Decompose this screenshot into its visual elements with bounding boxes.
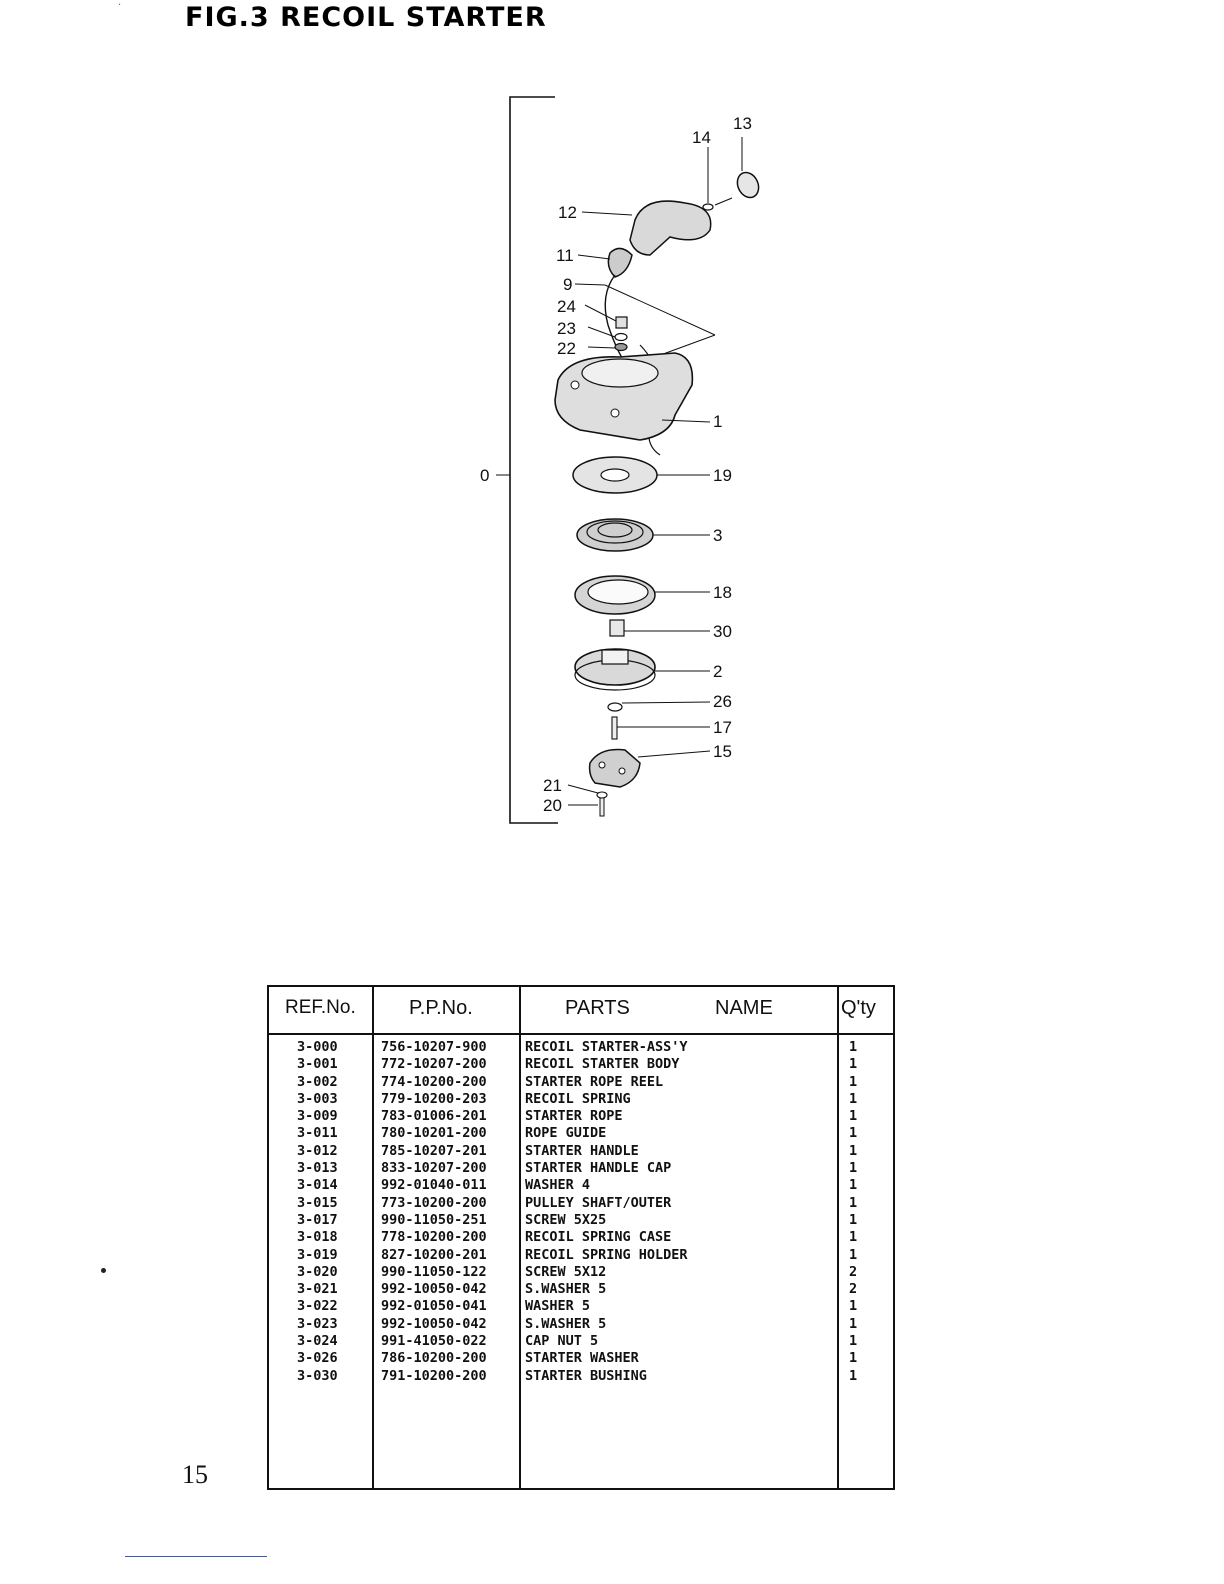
washer-4 [703, 204, 713, 210]
ref-cell: 3-000 [297, 1039, 338, 1055]
callout-19: 19 [713, 466, 732, 485]
qty-cell: 1 [849, 1315, 858, 1332]
table-row [269, 1247, 893, 1264]
pp-no-cell: 791-10200-200 [381, 1367, 487, 1384]
part-name-cell: RECOIL SPRING CASE [525, 1229, 672, 1246]
leader-26 [622, 702, 710, 703]
pp-no-cell: 773-10200-200 [381, 1194, 487, 1211]
part-name-cell: SCREW 5X12 [525, 1263, 607, 1280]
part-name-cell: CAP NUT 5 [525, 1333, 599, 1350]
qty-cell: 1 [849, 1367, 858, 1384]
s-washer [615, 334, 627, 341]
ref-cell: 3-015 [297, 1194, 338, 1211]
handle-cap [733, 169, 762, 201]
part-name-cell: S.WASHER 5 [525, 1281, 607, 1298]
qty-cell: 1 [849, 1246, 858, 1263]
table-row [269, 1125, 893, 1142]
table-row [269, 1108, 893, 1125]
ref-cell: 3-003 [297, 1090, 338, 1107]
part-name-cell: RECOIL STARTER BODY [525, 1056, 680, 1073]
pp-no-cell: 992-10050-042 [381, 1315, 487, 1332]
ref-cell: 3-026 [297, 1350, 338, 1367]
ref-cell: 3-023 [297, 1315, 338, 1332]
pp-no-cell: 756-10207-900 [381, 1039, 487, 1055]
pp-no-cell: 827-10200-201 [381, 1246, 487, 1263]
part-name-cell: RECOIL STARTER-ASS'Y [525, 1039, 688, 1055]
part-name-cell: STARTER HANDLE [525, 1142, 639, 1159]
qty-cell: 1 [849, 1125, 858, 1142]
leader-24 [585, 305, 616, 321]
parts-table [267, 985, 895, 1490]
starter-handle [630, 201, 711, 255]
table-row [269, 1281, 893, 1298]
header-pp-no: P.P.No. [409, 997, 473, 1019]
table-row [269, 1229, 893, 1246]
pp-no-cell: 778-10200-200 [381, 1229, 487, 1246]
ref-cell: 3-018 [297, 1229, 338, 1246]
pp-no-cell: 990-11050-251 [381, 1211, 487, 1228]
ref-cell: 3-021 [297, 1281, 338, 1298]
part-name-cell: ROPE GUIDE [525, 1125, 607, 1142]
callout-1: 1 [713, 412, 723, 431]
header-divider [269, 1033, 893, 1035]
part-name-cell: STARTER HANDLE CAP [525, 1160, 672, 1177]
ref-cell: 3-013 [297, 1160, 338, 1177]
callout-20: 20 [543, 796, 562, 815]
qty-cell: 1 [849, 1211, 858, 1228]
callout-24: 24 [557, 297, 576, 316]
pp-no-cell: 992-01040-011 [381, 1177, 487, 1194]
leader-21 [568, 785, 598, 793]
pp-no-cell: 991-41050-022 [381, 1333, 487, 1350]
part-name-cell: SCREW 5X25 [525, 1211, 607, 1228]
pulley-shaft-outer [590, 750, 640, 787]
ref-cell: 3-022 [297, 1298, 338, 1315]
leader-12 [582, 212, 632, 215]
part-name-cell: WASHER 5 [525, 1298, 591, 1315]
qty-cell: 1 [849, 1108, 858, 1125]
pp-no-cell: 785-10207-201 [381, 1142, 487, 1159]
qty-cell: 1 [849, 1056, 858, 1073]
table-row [269, 1368, 893, 1385]
part-name-cell: STARTER ROPE [525, 1108, 623, 1125]
ref-cell: 3-012 [297, 1142, 338, 1159]
table-row [269, 1074, 893, 1091]
assembly-bracket [510, 97, 558, 823]
header-name: NAME [715, 997, 773, 1019]
pp-no-cell: 992-01050-041 [381, 1298, 487, 1315]
callout-15: 15 [713, 742, 732, 761]
callout-18: 18 [713, 583, 732, 602]
scan-mark: · [118, 0, 122, 11]
part-name-cell: WASHER 4 [525, 1177, 591, 1194]
leader-22 [588, 347, 615, 348]
pp-no-cell: 990-11050-122 [381, 1263, 487, 1280]
ref-cell: 3-030 [297, 1367, 338, 1384]
table-row [269, 1212, 893, 1229]
rope-guide [608, 248, 632, 277]
table-row [269, 1039, 893, 1056]
ref-cell: 3-019 [297, 1246, 338, 1263]
callout-21: 21 [543, 776, 562, 795]
table-row [269, 1091, 893, 1108]
qty-cell: 1 [849, 1298, 858, 1315]
callout-30: 30 [713, 622, 732, 641]
qty-cell: 1 [849, 1090, 858, 1107]
qty-cell: 1 [849, 1142, 858, 1159]
callout-26: 26 [713, 692, 732, 711]
qty-cell: 1 [849, 1229, 858, 1246]
pp-no-cell: 772-10207-200 [381, 1056, 487, 1073]
part-name-cell: STARTER WASHER [525, 1350, 639, 1367]
pp-no-cell: 783-01006-201 [381, 1108, 487, 1125]
table-row [269, 1264, 893, 1281]
callout-3: 3 [713, 526, 723, 545]
qty-cell: 1 [849, 1039, 858, 1055]
pp-no-cell: 833-10207-200 [381, 1160, 487, 1177]
table-row [269, 1160, 893, 1177]
diagram-drawing [470, 95, 800, 835]
table-row [269, 1177, 893, 1194]
table-row [269, 1350, 893, 1367]
pp-no-cell: 774-10200-200 [381, 1073, 487, 1090]
ref-cell: 3-002 [297, 1073, 338, 1090]
callout-2: 2 [713, 662, 723, 681]
table-row [269, 1056, 893, 1073]
starter-washer [608, 703, 622, 711]
qty-cell: 1 [849, 1333, 858, 1350]
screw-5x12 [600, 798, 604, 816]
ref-cell: 3-014 [297, 1177, 338, 1194]
screw-5x25 [612, 717, 617, 739]
part-name-cell: RECOIL SPRING [525, 1090, 631, 1107]
table-body [269, 1039, 893, 1385]
footer-rule [125, 1556, 267, 1557]
pp-no-cell: 992-10050-042 [381, 1281, 487, 1298]
ref-cell: 3-001 [297, 1056, 338, 1073]
callout-23: 23 [557, 319, 576, 338]
qty-cell: 1 [849, 1177, 858, 1194]
callout-12: 12 [558, 203, 577, 222]
callout-22: 22 [557, 339, 576, 358]
spring-washer-5 [597, 792, 607, 798]
qty-cell: 2 [849, 1263, 858, 1280]
ref-cell: 3-020 [297, 1263, 338, 1280]
pp-no-cell: 779-10200-203 [381, 1090, 487, 1107]
table-row [269, 1333, 893, 1350]
callout-14: 14 [692, 128, 711, 147]
callout-9: 9 [563, 275, 573, 294]
ref-cell: 3-017 [297, 1211, 338, 1228]
callout-0: 0 [480, 466, 490, 485]
table-row [269, 1195, 893, 1212]
qty-cell: 1 [849, 1160, 858, 1177]
part-name-cell: RECOIL SPRING HOLDER [525, 1246, 688, 1263]
callout-13: 13 [733, 114, 752, 133]
table-row [269, 1298, 893, 1315]
callout-11: 11 [556, 246, 574, 265]
part-name-cell: S.WASHER 5 [525, 1315, 607, 1332]
figure-title: FIG.3 RECOIL STARTER [185, 2, 547, 33]
header-ref-no: REF.No. [285, 997, 356, 1018]
ref-cell: 3-024 [297, 1333, 338, 1350]
starter-bushing [610, 620, 624, 636]
table-row [269, 1143, 893, 1160]
exploded-diagram [470, 95, 800, 835]
qty-cell: 2 [849, 1281, 858, 1298]
header-parts: PARTS [565, 997, 630, 1019]
page-number: 15 [182, 1460, 208, 1489]
cap-nut [616, 317, 627, 328]
part-name-cell: PULLEY SHAFT/OUTER [525, 1194, 672, 1211]
pp-no-cell: 780-10201-200 [381, 1125, 487, 1142]
bullet-dot [101, 1268, 106, 1273]
qty-cell: 1 [849, 1194, 858, 1211]
leader-9 [575, 284, 605, 285]
qty-cell: 1 [849, 1350, 858, 1367]
washer [615, 344, 627, 351]
table-row [269, 1316, 893, 1333]
callout-17: 17 [713, 718, 732, 737]
ref-cell: 3-011 [297, 1125, 338, 1142]
ref-cell: 3-009 [297, 1108, 338, 1125]
qty-cell: 1 [849, 1073, 858, 1090]
header-qty: Q'ty [841, 997, 876, 1019]
pp-no-cell: 786-10200-200 [381, 1350, 487, 1367]
leader-11 [578, 255, 610, 259]
part-name-cell: STARTER ROPE REEL [525, 1073, 664, 1090]
part-name-cell: STARTER BUSHING [525, 1367, 647, 1384]
leader-15 [638, 751, 710, 757]
